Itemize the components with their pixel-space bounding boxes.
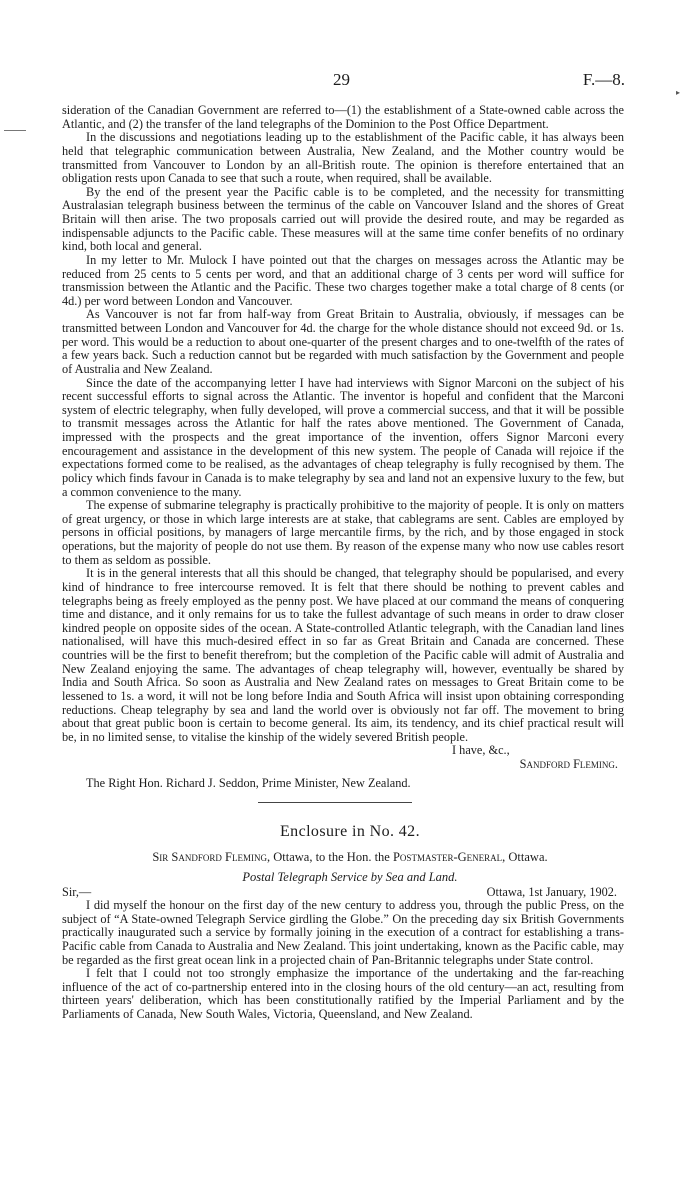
signature-row (62, 758, 624, 772)
paragraph: sideration of the Canadian Government are referred to—(1) the establishment of a State-owned cable across the Atlantic, and (2) the transfer of the land telegraphs of the Dominion to the Post Office Department. (62, 103, 624, 131)
paragraph: In my letter to Mr. Mulock I have pointed out that the charges on messages across the Atlantic may be reduced from 25 cents to 5 cents per word, and that an additional charge of 3 cents per word will suffice for transmission between the Atlantic and the Pacific. These two charges together make a total charge of 8 cents (or 4d.) per word between London and Vancouver. (62, 252, 624, 308)
edge-mark: ▸ (675, 88, 680, 97)
signature: Sandford Fleming. (519, 756, 618, 771)
paragraph: As Vancouver is not far from half-way from Great Britain to Australia, obviously, if messages can be transmitted between London and Vancouver for 4d. the charge for the whole distance should not exceed 9d. or 1s. per word. This would be a reduction to about one-quarter of the present charges and to one-twelfth of the rates of a few years back. Such a reduction cannot but be regarded with much satisfaction by the Government and people of Australia and New Zealand. (62, 307, 624, 376)
enclosure-from-line (0, 850, 700, 865)
letter-date: Ottawa, 1st January, 1902. (486, 885, 617, 899)
sender-name: Sir Sandford Fleming (152, 850, 267, 864)
closing-phrase: I have, &c., (452, 743, 510, 758)
section-divider (258, 802, 412, 803)
enclosure-subject: Postal Telegraph Service by Sea and Land. (242, 870, 458, 884)
page-number: 29 (333, 70, 350, 89)
salutation-row (62, 885, 624, 899)
letter-body (62, 104, 624, 790)
margin-rule (4, 130, 26, 131)
paragraph: Since the date of the accompanying letter I have had interviews with Signor Marconi on the subject of his recent successful efforts to signal across the Atlantic. The inventor is hopeful and confident that the Marconi system of electric telegraphy, when fully developed, will prove a commercial success, and that it will be possible to transmit messages across the Atlantic for half the rates above mentioned. The Government of Canada, impressed with the prospects and the great importance of the invention, offers Signor Marconi every encouragement and assistance in the development of this new system. The people of Canada will rejoice if the expectations formed come to be realised, as the advantages of cheap telegraphy is fully recognised by them. The policy which finds favour in Canada is to make telegraphy by sea and land not an expensive luxury to the few, but a common convenience to the many. (62, 375, 624, 499)
addressee-title: Postmaster-General (392, 850, 503, 864)
paragraph: It is in the general interests that all this should be changed, that telegraphy should be popularised, and every kind of hindrance to free intercourse removed. It is felt that there should be nothing to prevent cables and telegraphs being as freely employed as the penny post. We have placed at our command the means of conquering time and distance, and it only remains for us to take the fullest advantage of such means in order to draw closer kindred people on opposite sides of the ocean. A State-controlled Atlantic telegraph, with the Canadian land lines nationalised, will have this much-desired effect in so far as Great Britain and Canada are concerned. These countries will be the first to benefit therefrom; but the completion of the Pacific cable will admit of Australia and New Zealand enjoying the same. The advantages of cheap telegraphy will, however, eventually be shared by India and South Africa. So soon as Australia and New Zealand rates on messages to Great Britain come to be lessened to 1s. a word, it will not be long before India and South Africa will insist upon obtaining corresponding reductions. Cheap telegraphy by sea and land the world over is obviously not far off. The movement to bring about that great public boon is certain to become general. Its aim, its tendency, and its chief practical result will be, in no limited sense, to vitalise the kinship of the widely severed British people. (62, 566, 624, 744)
enclosure-body (62, 899, 624, 1022)
enclosure-heading: Enclosure in No. 42. (280, 823, 420, 840)
paragraph: By the end of the present year the Pacific cable is to be completed, and the necessity for transmitting Australasian telegraph business between the terminus of the cable on Vancouver Island and the shores of Great Britain will then arise. The two proposals carried out will provide the desired route, and may be regarded as indispensable adjuncts to the Pacific cable. These measures will at the same time confer benefits of no ordinary kind, both local and general. (62, 184, 624, 254)
page-header (0, 70, 700, 94)
recipient-line: The Right Hon. Richard J. Seddon, Prime Minister, New Zealand. (86, 775, 411, 790)
sender-location: , Ottawa, to the Hon. the (266, 850, 393, 864)
addressee-location: , Ottawa. (502, 850, 548, 864)
salutation: Sir,— (62, 885, 92, 899)
signature-block (62, 744, 624, 758)
paragraph: I did myself the honour on the first day of the new century to address you, through the public Press, on the subject of “A State-owned Telegraph Service girdling the Globe.” On the preceding day six British Governments practically inaugurated such a service by formally joining in the execution of a contract for establishing a trans-Pacific cable from Canada to Australia and New Zealand. This joint undertaking, known as the Pacific cable, may be regarded as the first great ocean link in a projected chain of Pan-Britannic telegraphs under State control. (62, 898, 624, 967)
paragraph: The expense of submarine telegraphy is practically prohibitive to the majority of people. It is only on matters of great urgency, or those in which large interests are at stake, that cablegrams are sent. Cables are employed by persons in official positions, by managers of large mercantile firms, by the rich, and by those engaged in stock operations, but the majority of people do not use them. By reason of the expense many who now use cables resort to them as seldom as possible. (62, 498, 624, 567)
paragraph: In the discussions and negotiations leading up to the establishment of the Pacific cable, it has always been held that telegraphic communication between Australia, New Zealand, and the Mother country would be transmitted from Vancouver to London by an all-British route. The opinion is therefore entertained that an obligation rests upon Canada to see that such a route, when required, shall be available. (62, 130, 624, 186)
paragraph: I felt that I could not too strongly emphasize the importance of the undertaking and the far-reaching influence of the act of co-partnership entered into in the closing hours of the old century—an act, resulting from thirteen years' deliberation, which has been constitutionally ratified by the Imperial Parliament and by the Parliaments of Canada, New South Wales, Victoria, Queensland, and New Zealand. (62, 966, 624, 1021)
document-reference: F.—8. (582, 70, 625, 89)
